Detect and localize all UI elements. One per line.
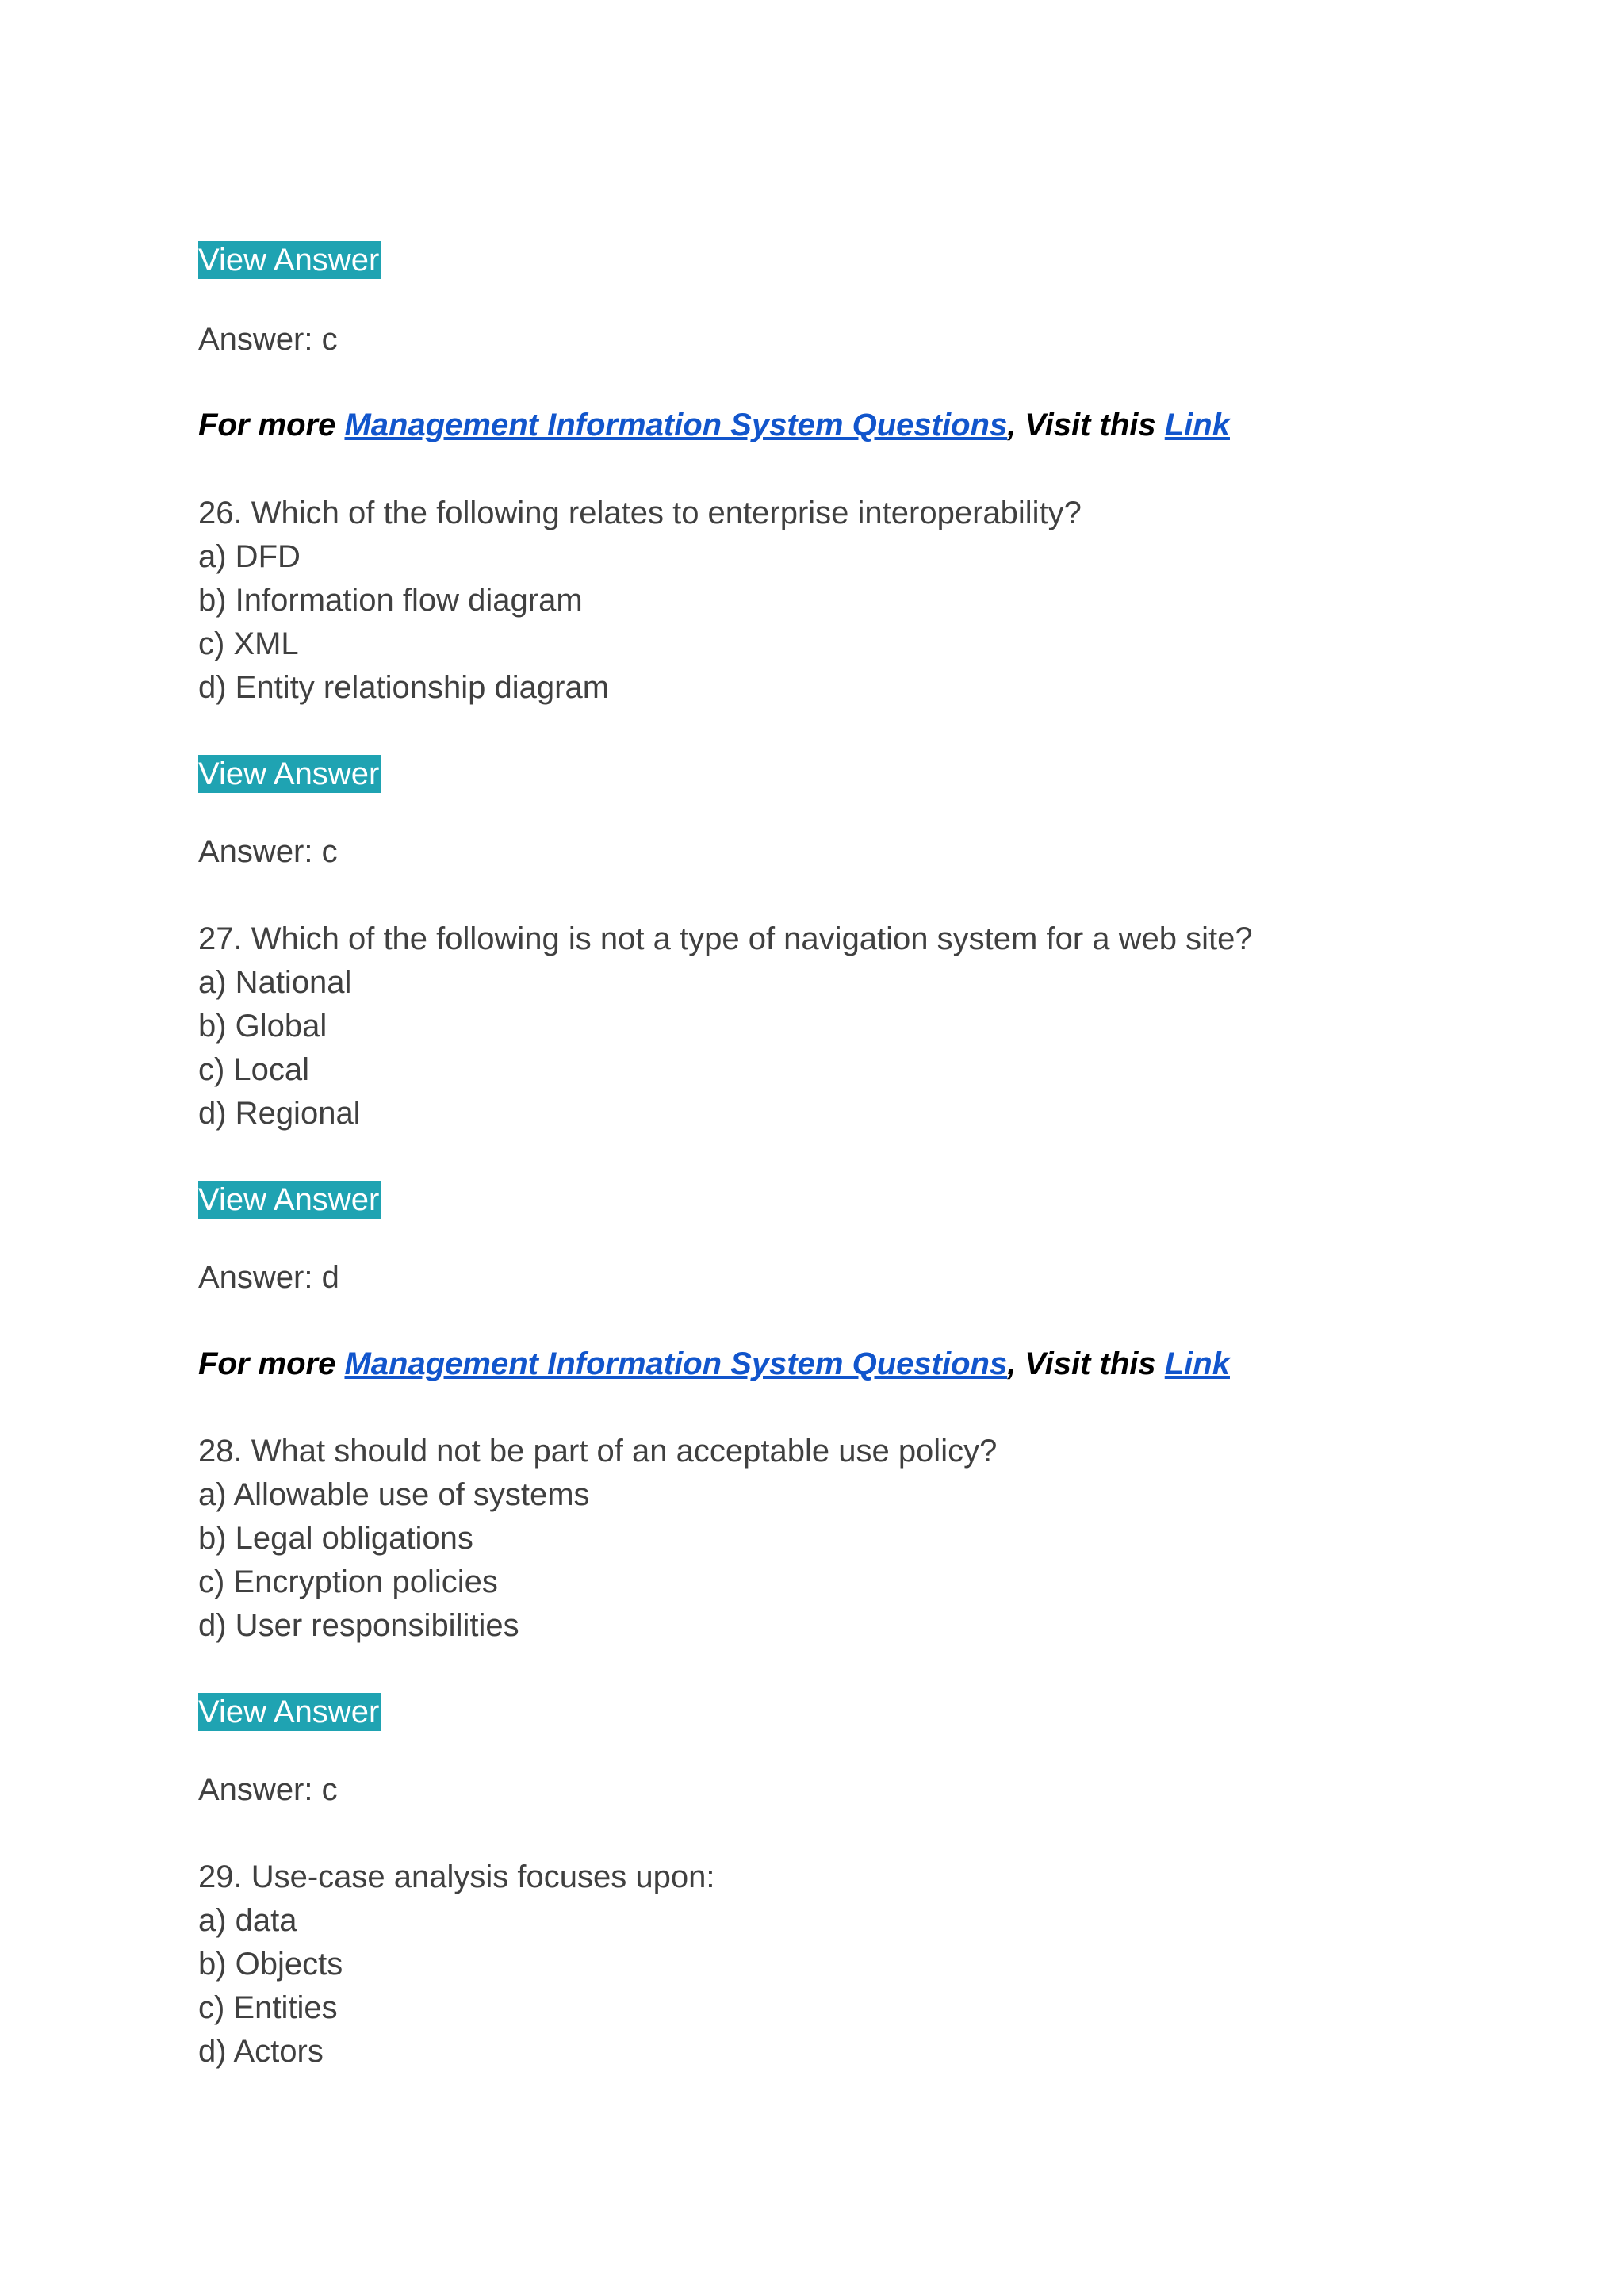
answer-text: Answer: d <box>198 1260 339 1295</box>
view-answer-button[interactable]: View Answer <box>198 1695 380 1729</box>
answer-text: Answer: c <box>198 322 338 357</box>
answer-text: Answer: c <box>198 834 338 869</box>
promo-prefix: For more <box>198 408 345 442</box>
option-c: c) Encryption policies <box>198 1564 498 1599</box>
view-answer-button[interactable]: View Answer <box>198 243 380 278</box>
mis-questions-link[interactable]: Management Information System Questions <box>344 1346 1008 1381</box>
option-d: d) User responsibilities <box>198 1608 519 1643</box>
more-questions-promo <box>198 406 1230 444</box>
option-b: b) Legal obligations <box>198 1521 473 1556</box>
question-27 <box>198 917 1253 1136</box>
question-26 <box>198 492 1082 710</box>
option-a: a) DFD <box>198 539 301 574</box>
promo-prefix: For more <box>198 1346 345 1381</box>
option-b: b) Information flow diagram <box>198 583 583 618</box>
promo-middle: , Visit this <box>1007 408 1165 442</box>
option-d: d) Regional <box>198 1096 361 1131</box>
option-b: b) Objects <box>198 1947 343 1982</box>
option-a: a) data <box>198 1903 297 1938</box>
mis-questions-link[interactable]: Management Information System Questions <box>344 408 1008 442</box>
option-a: a) National <box>198 965 352 1000</box>
question-text: 27. Which of the following is not a type of navigation system for a web site? <box>198 921 1253 956</box>
question-28 <box>198 1430 997 1648</box>
question-text: 28. What should not be part of an acceptable use policy? <box>198 1434 998 1469</box>
view-answer-button[interactable]: View Answer <box>198 756 380 791</box>
option-b: b) Global <box>198 1009 327 1044</box>
option-c: c) Local <box>198 1052 310 1087</box>
more-questions-promo <box>198 1345 1230 1383</box>
view-answer-button[interactable]: View Answer <box>198 1182 380 1217</box>
question-text: 29. Use-case analysis focuses upon: <box>198 1859 715 1894</box>
question-text: 26. Which of the following relates to enterprise interoperability? <box>198 496 1082 530</box>
option-c: c) Entities <box>198 1990 338 2025</box>
question-29 <box>198 1855 714 2074</box>
promo-middle: , Visit this <box>1007 1346 1165 1381</box>
answer-text: Answer: c <box>198 1772 338 1807</box>
option-d: d) Entity relationship diagram <box>198 670 610 705</box>
option-a: a) Allowable use of systems <box>198 1477 590 1512</box>
option-d: d) Actors <box>198 2034 324 2069</box>
option-c: c) XML <box>198 626 299 661</box>
visit-link[interactable]: Link <box>1164 408 1230 442</box>
visit-link[interactable]: Link <box>1164 1346 1230 1381</box>
